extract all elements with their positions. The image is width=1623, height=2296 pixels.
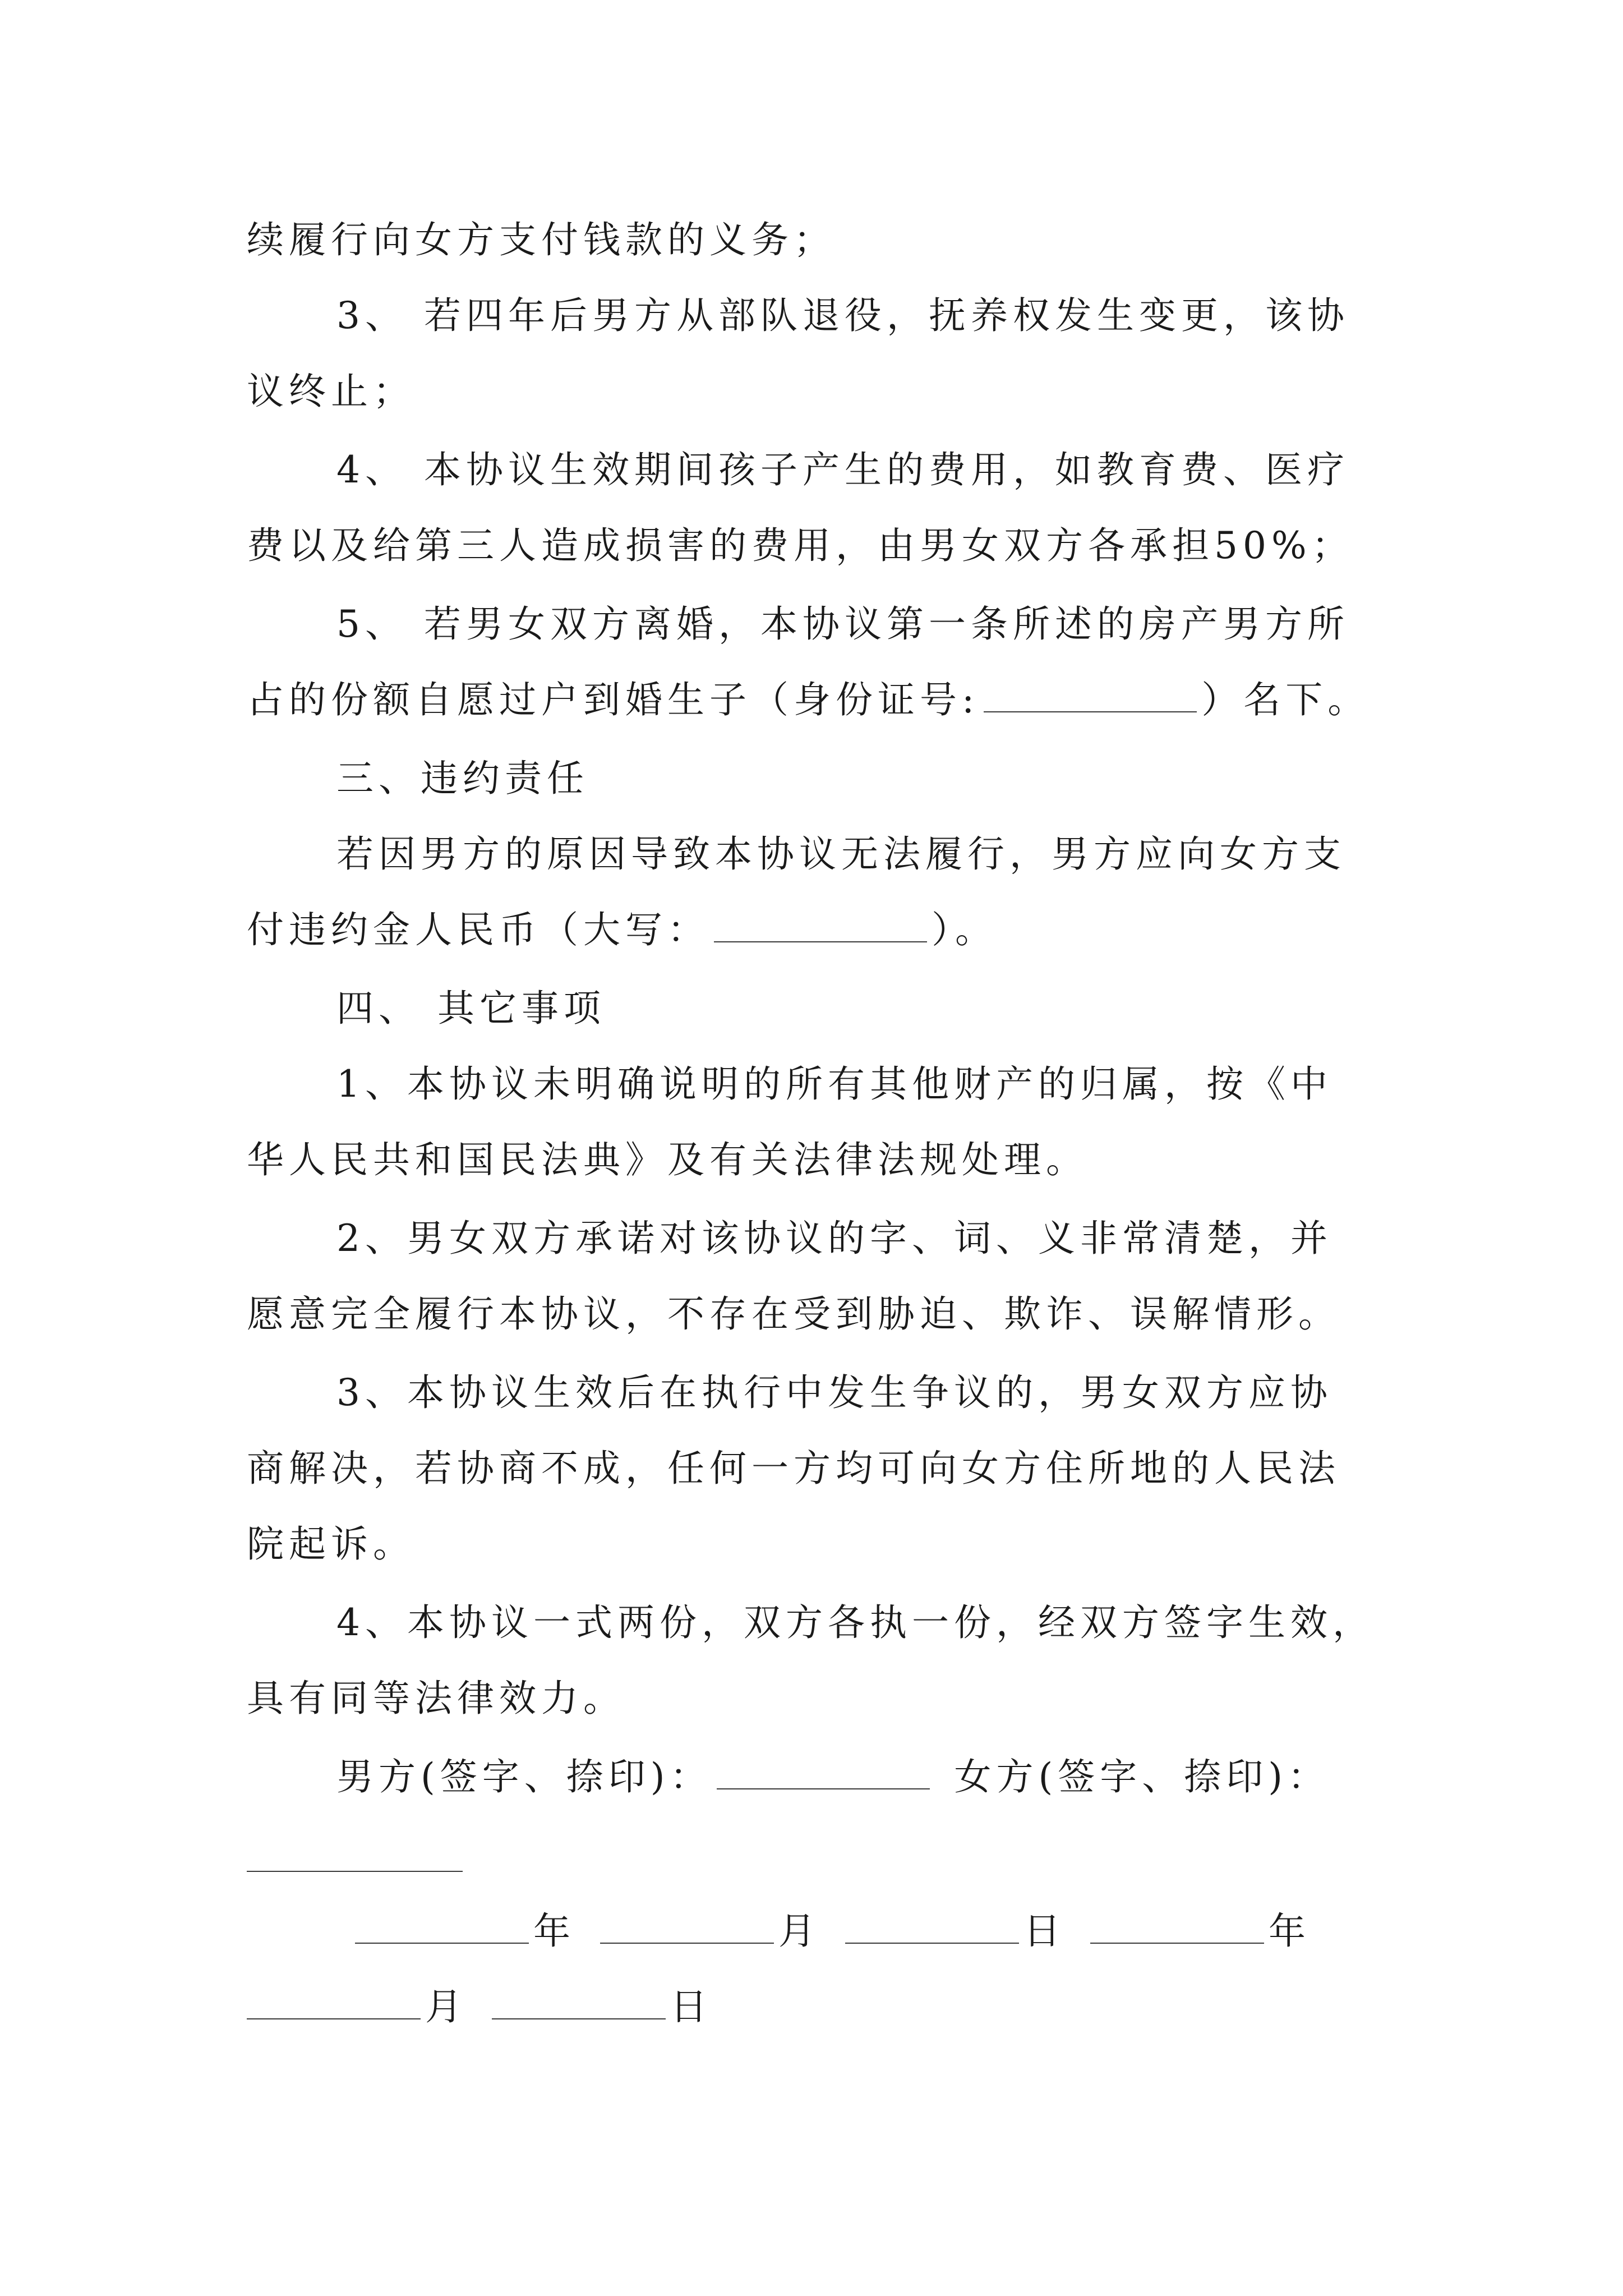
female-signature-blank (247, 1871, 463, 1872)
clause-item: 4、本协议一式两份，双方各执一份，经双方签字生效， (336, 1601, 1375, 1644)
month-label: 月 (778, 1910, 820, 1953)
clause-item: 3、 若四年后男方从部队退役，抚养权发生变更，该协 (336, 294, 1349, 337)
text-line: 若因男方的原因导致本协议无法履行，男方应向女方支 (336, 832, 1346, 876)
text-line: 具有同等法律效力。 (247, 1677, 625, 1720)
date-row (247, 1985, 1419, 2028)
text-line: 院起诉。 (247, 1522, 415, 1566)
text-line: 商解决，若协商不成，任何一方均可向女方住所地的人民法 (247, 1447, 1340, 1490)
signature-row (336, 1755, 1509, 1798)
text-segment: 付违约金人民币（大写： (247, 908, 709, 951)
clause-item: 5、 若男女双方离婚，本协议第一条所述的房产男方所 (336, 602, 1349, 646)
month-blank (600, 1942, 774, 1944)
text-line (247, 908, 1419, 951)
year-blank (1090, 1942, 1264, 1944)
clause-item: 2、男女双方承诺对该协议的字、词、义非常清楚，并 (336, 1217, 1332, 1260)
clause-item: 1、本协议未明确说明的所有其他财产的归属，按《中 (336, 1062, 1332, 1106)
day-label: 日 (670, 1985, 712, 2028)
text-segment: ）名下。 (1201, 678, 1370, 721)
text-line: 费以及给第三人造成损害的费用，由男女双方各承担50%； (247, 524, 1354, 567)
text-line: 愿意完全履行本协议，不存在受到胁迫、欺诈、误解情形。 (247, 1292, 1340, 1336)
penalty-amount-blank (714, 941, 927, 942)
male-signature-blank (717, 1788, 930, 1789)
section-heading: 三、违约责任 (336, 757, 589, 800)
day-blank (492, 2018, 666, 2019)
month-blank (247, 2018, 421, 2019)
section-heading: 四、 其它事项 (336, 987, 606, 1030)
female-signature-label: 女方(签字、捺印)： (954, 1755, 1330, 1798)
male-signature-label: 男方(签字、捺印)： (336, 1755, 712, 1798)
year-blank (355, 1942, 529, 1944)
text-segment: ）。 (932, 908, 997, 951)
day-blank (845, 1942, 1019, 1944)
text-line: 续履行向女方支付钱款的义务； (247, 218, 836, 261)
text-line (247, 678, 1419, 721)
date-row (351, 1910, 1523, 1953)
text-segment: 占的份额自愿过户到婚生子（身份证号: (247, 678, 980, 721)
month-label: 月 (425, 1985, 467, 2028)
clause-item: 3、本协议生效后在执行中发生争议的，男女双方应协 (336, 1371, 1332, 1414)
year-label: 年 (1269, 1910, 1311, 1953)
id-number-blank (984, 711, 1197, 712)
text-line: 华人民共和国民法典》及有关法律法规处理。 (247, 1138, 1088, 1181)
text-line: 议终止； (247, 370, 415, 413)
clause-item: 4、 本协议生效期间孩子产生的费用，如教育费、医疗 (336, 448, 1349, 491)
year-label: 年 (533, 1910, 575, 1953)
day-label: 日 (1023, 1910, 1066, 1953)
